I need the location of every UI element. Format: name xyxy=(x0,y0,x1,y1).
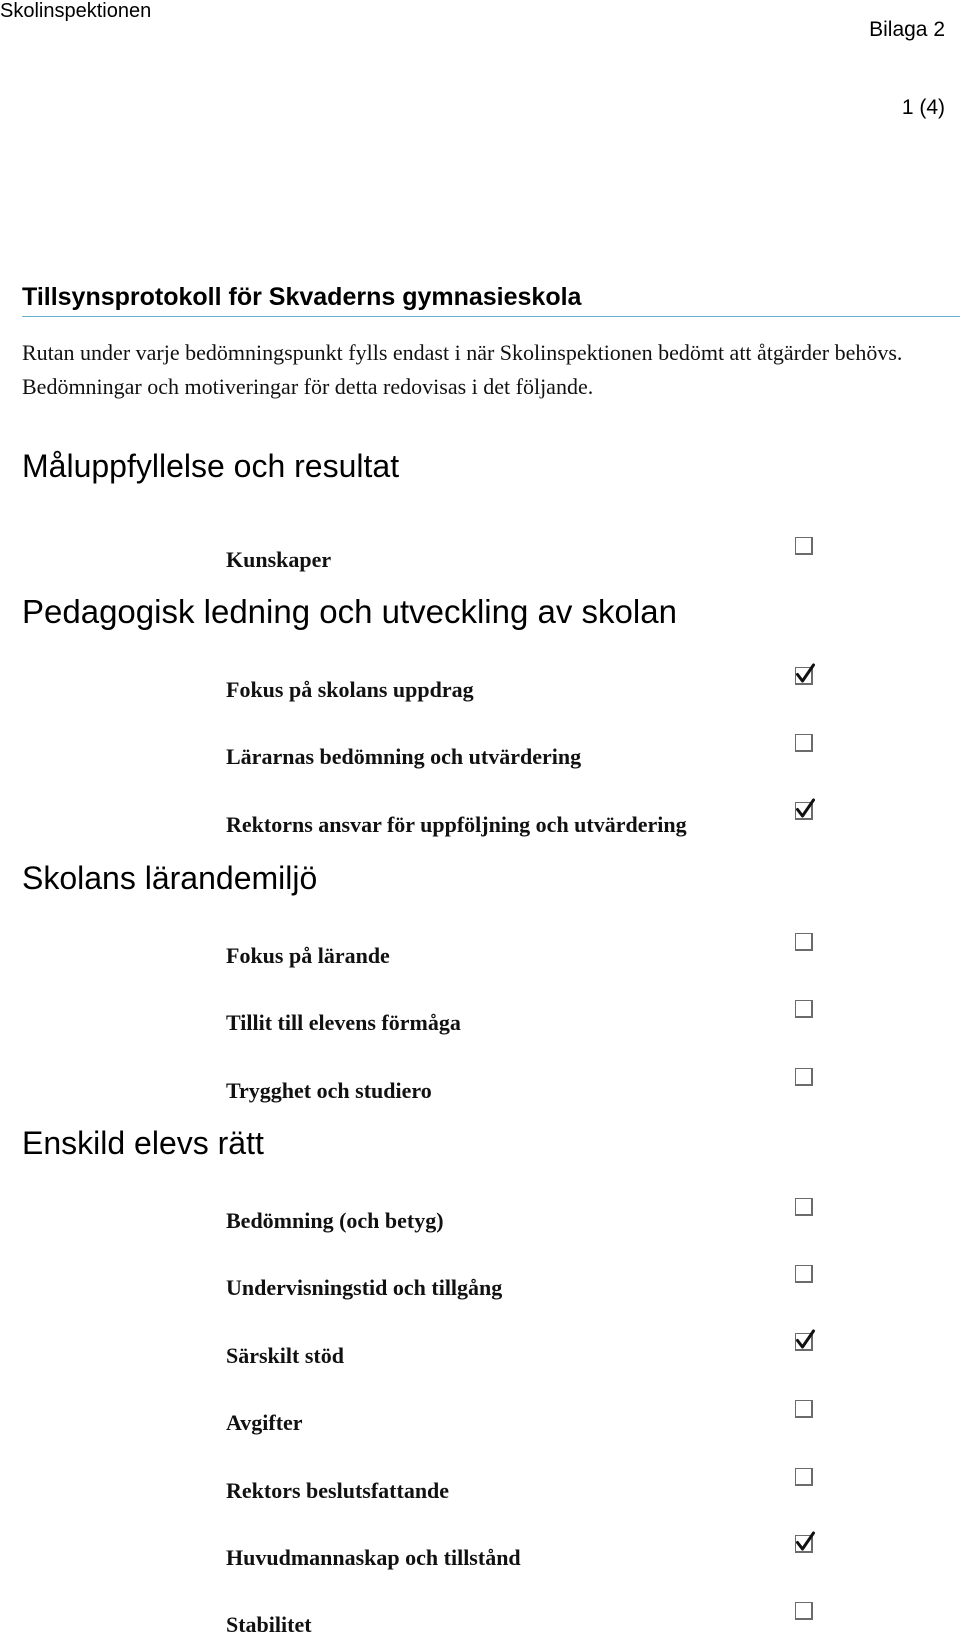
assessment-label-rektors-beslutsfattande: Rektors beslutsfattande xyxy=(226,1478,450,1503)
assessment-checkbox-huvudmannaskap[interactable] xyxy=(795,1535,813,1553)
assessment-label-trygghet: Trygghet och studiero xyxy=(226,1078,432,1103)
assessment-checkbox-tillit[interactable] xyxy=(795,1000,813,1018)
section-heading-larandemiljo: Skolans lärandemiljö xyxy=(22,860,318,896)
section-heading-maluppfyllelse: Måluppfyllelse och resultat xyxy=(22,448,400,484)
assessment-checkbox-fokus-skolans-uppdrag[interactable] xyxy=(795,667,813,685)
document-title: Tillsynsprotokoll för Skvaderns gymnasieskola xyxy=(22,283,582,311)
assessment-checkbox-avgifter[interactable] xyxy=(795,1400,813,1418)
assessment-checkbox-kunskaper[interactable] xyxy=(795,537,813,555)
assessment-label-tillit: Tillit till elevens förmåga xyxy=(226,1010,461,1035)
assessment-checkbox-fokus-larande[interactable] xyxy=(795,933,813,951)
intro-paragraph: Rutan under varje bedömningspunkt fylls endast i när Skolinspektionen bedömt att åtgärder behövs. Bedömningar och motiveringar för detta redovisas i det följande. xyxy=(22,340,903,399)
check-mark-icon xyxy=(795,663,815,685)
assessment-label-kunskaper: Kunskaper xyxy=(226,547,332,572)
attachment-label: Bilaga 2 xyxy=(869,18,945,41)
assessment-label-fokus-larande: Fokus på lärande xyxy=(226,943,390,968)
assessment-checkbox-rektorns-ansvar[interactable] xyxy=(795,802,813,820)
assessment-checkbox-undervisningstid[interactable] xyxy=(795,1265,813,1283)
assessment-label-lararnas-bedomning: Lärarnas bedömning och utvärdering xyxy=(226,744,582,769)
assessment-label-rektorns-ansvar: Rektorns ansvar för uppföljning och utvärdering xyxy=(226,812,687,837)
title-divider xyxy=(22,316,960,317)
assessment-checkbox-rektors-beslutsfattande[interactable] xyxy=(795,1468,813,1486)
assessment-label-undervisningstid: Undervisningstid och tillgång xyxy=(226,1275,503,1300)
section-heading-enskild-elevs-ratt: Enskild elevs rätt xyxy=(22,1125,264,1161)
assessment-label-avgifter: Avgifter xyxy=(226,1410,303,1435)
assessment-label-bedomning-betyg: Bedömning (och betyg) xyxy=(226,1208,444,1233)
assessment-checkbox-bedomning-betyg[interactable] xyxy=(795,1198,813,1216)
assessment-label-sarskilt-stod: Särskilt stöd xyxy=(226,1343,344,1368)
assessment-label-fokus-skolans-uppdrag: Fokus på skolans uppdrag xyxy=(226,677,474,702)
check-mark-icon xyxy=(795,1531,815,1553)
page-number: 1 (4) xyxy=(901,96,945,119)
check-mark-icon xyxy=(795,798,815,820)
section-heading-pedagogisk-ledning: Pedagogisk ledning och utveckling av skolan xyxy=(22,593,677,630)
assessment-checkbox-stabilitet[interactable] xyxy=(795,1602,813,1620)
assessment-label-stabilitet: Stabilitet xyxy=(226,1612,312,1637)
assessment-checkbox-lararnas-bedomning[interactable] xyxy=(795,734,813,752)
check-mark-icon xyxy=(795,1329,815,1351)
assessment-checkbox-sarskilt-stod[interactable] xyxy=(795,1333,813,1351)
organization-name: Skolinspektionen xyxy=(0,0,152,22)
assessment-checkbox-trygghet[interactable] xyxy=(795,1068,813,1086)
assessment-label-huvudmannaskap: Huvudmannaskap och tillstånd xyxy=(226,1545,521,1570)
